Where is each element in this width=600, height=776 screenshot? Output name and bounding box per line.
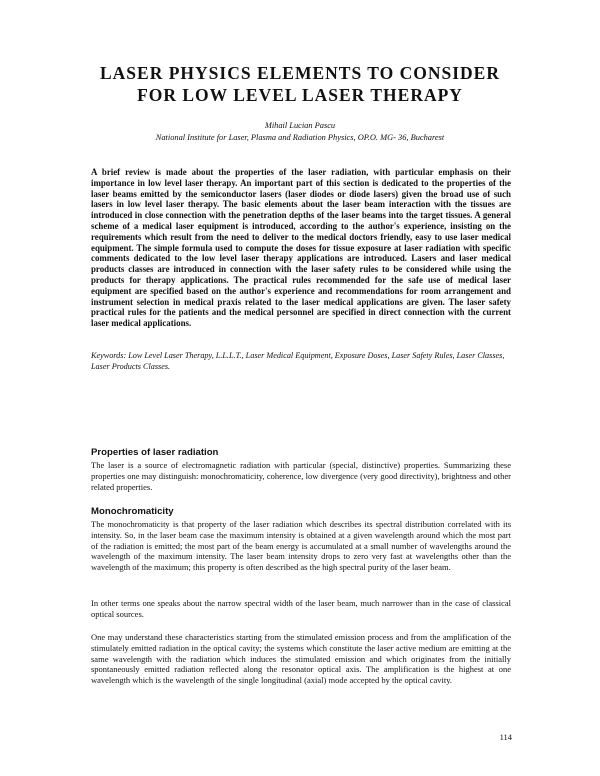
title-line-1: LASER PHYSICS ELEMENTS TO CONSIDER: [100, 63, 500, 83]
paragraph: The laser is a source of electromagnetic radiation with particular (special, distinctive) properties. Summarizing these properties one may distinguish: monochromaticity, coherence, low divergence (very good directivity), brightness and other related properties.: [91, 460, 511, 492]
keywords: Keywords: Low Level Laser Therapy, L.L.L.T., Laser Medical Equipment, Exposure Doses, Laser Safety Rules, Laser Classes, Laser Products Classes.: [91, 351, 505, 371]
abstract: A brief review is made about the properties of the laser radiation, with particular emphasis on their importance in low level laser therapy. An important part of this section is dedicated to the properties of the laser beams emitted by the semiconductor lasers (laser diodes or diode lasers) given the broad use of such lasers in low level laser therapy. The basic elements about the laser beam interaction with the tissues are introduced in close connection with the penetration depths of the laser beams into the target tissues. A general scheme of a medical laser equipment is introduced, according to the author's experience, insisting on the requirements which result from the need to deliver to the medical doctors friendly, easy to use laser medical equipment. The simple formula used to compute the doses for tissue exposure at laser radiation with specific comments dedicated to the low level laser therapy applications are introduced. Lasers and laser medical products classes are introduced in connection with the laser safety rules to be considered while using the products for therapy applications. The practical rules recommended for the safe use of medical laser equipment are specified based on the author's experience and recommendations for room arrangement and instrument selection in medical praxis related to the laser medical applications are given. The laser safety practical rules for the patients and the medical personnel are specified in direct connection with the current laser medical applications.: [91, 167, 511, 329]
section-heading-monochromaticity: Monochromaticity: [91, 506, 174, 517]
author-affiliation: National Institute for Laser, Plasma and Radiation Physics, OP.O. MG- 36, Bucharest: [155, 133, 445, 142]
author-name: Mihail Lucian Pascu: [264, 121, 336, 130]
paragraph: The monochromaticity is that property of the laser radiation which describes its spectral distribution correlated with its intensity. So, in the laser beam case the maximum intensity is obtained at a given wavelength around which the most part of the radiation is emitted; the most part of the beam energy is accumulated at a small number of wavelengths around the wavelength of the maximum intensity. The laser beam intensity drops to zero very fast at wavelengths other than the wavelength of the maximum; this property is often described as the high spectral purity of the laser beam.: [91, 519, 511, 573]
paper-title: [60, 62, 540, 106]
paragraph: One may understand these characteristics starting from the stimulated emission process and from the amplification of the stimulately emitted radiation in the optical cavity; the systems which constitute the laser active medium are emitting at the same wavelength with the radiation which induces the stimulated emission and which originates from the initially spontaneously emitted radiation reflected along the resonator optical axis. The amplification is the highest at one wavelength which is the wavelength of the single longitudinal (axial) mode accepted by the optical cavity.: [91, 632, 511, 686]
author-block: [60, 120, 540, 144]
paragraph: In other terms one speaks about the narrow spectral width of the laser beam, much narrower than in the case of classical optical sources.: [91, 598, 511, 619]
section-heading-properties: Properties of laser radiation: [91, 447, 219, 458]
page-number: 114: [499, 732, 512, 742]
title-line-2: FOR LOW LEVEL LASER THERAPY: [137, 85, 463, 105]
